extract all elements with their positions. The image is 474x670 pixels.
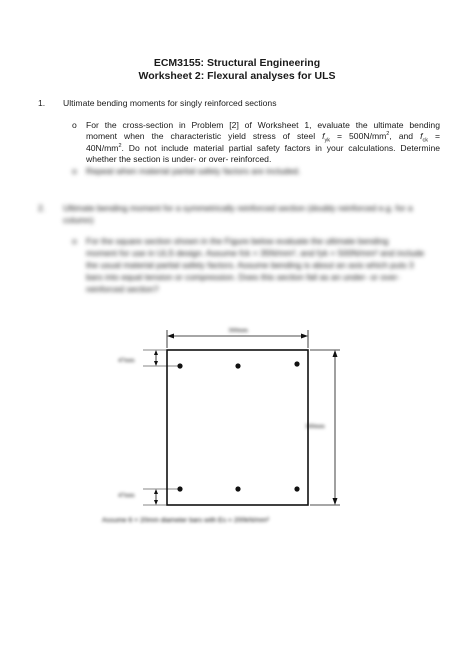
bullet-marker: o bbox=[72, 120, 77, 130]
cover-bottom-label: 47mm bbox=[118, 492, 135, 499]
q1a-l2c: , and bbox=[389, 131, 421, 142]
width-arrow-right bbox=[301, 334, 308, 339]
q1a-line-4: whether the section is under- or over- reinforced. bbox=[86, 154, 272, 165]
q1a-l3a: 40N/mm bbox=[86, 142, 119, 153]
question-2-number: 2. bbox=[38, 203, 46, 213]
question-1-number: 1. bbox=[38, 98, 46, 108]
q1a-l3b: . Do not include material partial safety factors in your calculations. Determine bbox=[121, 142, 440, 153]
cover-bottom-arrow-1 bbox=[154, 489, 158, 494]
q2a-bullet: o bbox=[72, 236, 77, 246]
rebar-top-right bbox=[294, 361, 299, 366]
fck-symbol: f bbox=[420, 131, 423, 142]
section-outline bbox=[167, 350, 308, 505]
figure-caption: Assume 6 × 20mm diameter bars with Es = 200kN/mm² bbox=[102, 517, 269, 524]
q2a-line-3: the usual material partial safety factors. Assume bending is about an axis which puts 3 bbox=[86, 260, 414, 270]
q1a-l2b: = 500N/mm bbox=[330, 131, 387, 142]
q2a-line-1: For the square section shown in the Figure below evaluate the ultimate bending bbox=[86, 236, 389, 246]
rebar-bottom-middle bbox=[235, 486, 240, 491]
cover-top-label: 47mm bbox=[118, 357, 135, 364]
course-title: ECM3155: Structural Engineering bbox=[153, 57, 321, 69]
fyk-subscript: yk bbox=[324, 138, 330, 145]
cover-top-arrow-1 bbox=[154, 350, 158, 355]
rebar-top-middle bbox=[235, 363, 240, 368]
q1a-l2a: moment when the characteristic yield stress of steel bbox=[86, 131, 323, 142]
q2a-line-4: bars into equal tension or compression. Does this section fail as an under- or over- bbox=[86, 272, 400, 282]
sq-superscript-2: 2 bbox=[118, 142, 122, 149]
fck-subscript: ck bbox=[422, 138, 428, 145]
height-arrow-top bbox=[333, 350, 338, 357]
q1b-text: Repeat when material partial safety factors are included. bbox=[86, 166, 301, 176]
fyk-symbol: f bbox=[322, 131, 325, 142]
worksheet-title: Worksheet 2: Flexural analyses for ULS bbox=[138, 70, 336, 82]
q1a-l2d: = bbox=[427, 131, 440, 142]
q2-line-1: Ultimate bending moment for a symmetrically reinforced section (doubly reinforced e.g. for a bbox=[63, 203, 413, 213]
q1b-bullet: o bbox=[72, 166, 77, 176]
height-arrow-bottom bbox=[333, 498, 338, 505]
rebar-top-left bbox=[177, 363, 182, 368]
cover-top-arrow-2 bbox=[154, 361, 158, 366]
rebar-bottom-left bbox=[177, 486, 182, 491]
q2a-line-5: reinforced section? bbox=[86, 284, 159, 294]
width-label: 300mm bbox=[228, 327, 248, 334]
q1a-line-1: For the cross-section in Problem [2] of Worksheet 1, evaluate the ultimate bending bbox=[86, 120, 440, 130]
q2a-line-2: moment for use in ULS design. Assume fck = 35N/mm², and fyk = 500N/mm² and include bbox=[86, 248, 425, 258]
width-arrow-left bbox=[167, 334, 174, 339]
height-label: 300mm bbox=[305, 423, 325, 430]
question-1-title: Ultimate bending moments for singly reinforced sections bbox=[63, 98, 277, 108]
q2-line-2: column) bbox=[63, 215, 94, 225]
rebar-bottom-right bbox=[294, 486, 299, 491]
cover-bottom-arrow-2 bbox=[154, 500, 158, 505]
sq-superscript: 2 bbox=[386, 131, 390, 138]
